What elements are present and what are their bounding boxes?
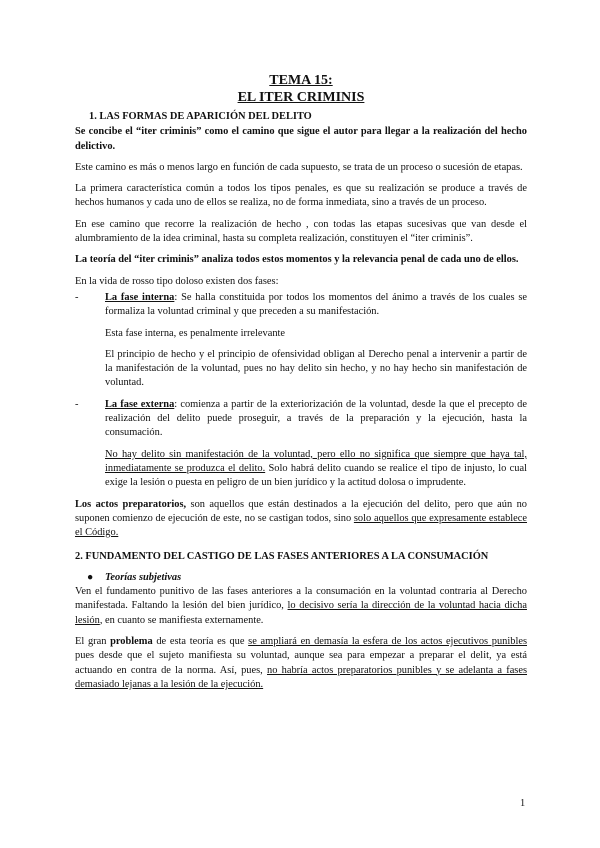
term-fase-interna: La fase interna <box>105 291 175 303</box>
text: son aquellos que están destinados a la ejecución del delito, pero que aún no suponen comienzo de ejecución de este, no se castigan todos, sino <box>75 498 527 524</box>
paragraph <box>105 448 527 491</box>
tema-title: TEMA 15: <box>269 73 333 88</box>
list-item-fase-interna <box>75 291 527 391</box>
paragraph <box>75 585 527 628</box>
paragraph-actos-preparatorios <box>75 498 527 541</box>
section-2-heading: 2. FUNDAMENTO DEL CASTIGO DE LAS FASES ANTERIORES A LA CONSUMACIÓN <box>75 551 489 563</box>
paragraph: En ese camino que recorre la realización de hecho , con todas las etapas sucesivas que van desde el alumbramiento de la idea criminal, hasta su completa realización, constituyen el “iter criminis”. <box>75 218 527 245</box>
paragraph: Este camino es más o menos largo en función de cada supuesto, se trata de un proceso o sucesión de etapas. <box>75 161 523 173</box>
list-item-fase-externa <box>75 398 527 491</box>
text: , en cuanto se manifiesta externamente. <box>99 614 264 626</box>
paragraph <box>75 635 527 692</box>
term-fase-externa: La fase externa <box>105 398 175 410</box>
text: pues desde que el sujeto manifiesta su voluntad, aunque sea para empezar a preparar el delit, ya está actuando en contra de la norma. Así, pues, <box>75 650 527 676</box>
paragraph: El principio de hecho y el principio de ofensividad obligan al Derecho penal a intervenir a partir de la manifestación de la voluntad, pues no hay delito sin hecho, y no hay hecho sin manifestación de voluntad. <box>105 348 527 389</box>
paragraph: La primera característica común a todos los tipos penales, es que su realización se produce a través de hechos humanos y cada uno de ellos se realiza, no de forma inmediata, sino a través de un proceso. <box>75 183 527 209</box>
bullet-teorias-subjetivas <box>75 571 527 585</box>
paragraph: En la vida de rosso tipo doloso existen dos fases: <box>75 275 279 287</box>
underlined-text: No hay delito sin manifestación de la voluntad, pero ello no significa que siempre que haya tal, inmediatamente se produzca el delito. <box>105 448 527 474</box>
text: Ven el fundamento punitivo de las fases anteriores a la consumación en la voluntad contraria al Derecho manifestada. Faltando la lesión del bien jurídico, <box>75 586 527 612</box>
list-item-text <box>105 398 527 441</box>
section-1-heading: 1. LAS FORMAS DE APARICIÓN DEL DELITO <box>89 111 312 122</box>
underlined-text: no habría actos preparatorios punibles y se adelanta a fases demasiado lejanas a la lesión de la ejecución. <box>75 664 528 690</box>
paragraph: Esta fase interna, es penalmente irrelevante <box>105 327 286 339</box>
document-title: EL ITER CRIMINIS <box>237 90 365 105</box>
underlined-text: se ampliará en demasía la esfera de los actos ejecutivos punibles <box>248 635 527 647</box>
dash-marker: - <box>75 398 79 410</box>
bullet-icon: ● <box>87 571 94 583</box>
text: Solo habrá delito cuando se realice el tipo de injusto, lo cual exige la lesión o puesta en peligro de un bien jurídico y la actitud dolosa o imprudente. <box>105 462 527 489</box>
bullet-label: Teorías subjetivas <box>105 571 182 583</box>
underlined-text: lo decisivo sería la dirección de la voluntad hacia dicha lesión <box>75 600 527 626</box>
text: El gran <box>75 635 111 647</box>
term-definition: : comienza a partir de la exteriorización de la voluntad, desde la que el precepto de realización del delito puede proseguir, a través de la preparación y la ejecución, hasta la consumación. <box>105 398 527 439</box>
term-definition: : Se halla constituida por todos los momentos del ánimo a través de los cuales se formaliza la voluntad criminal y que preceden a su manifestación. <box>105 291 527 318</box>
text: de esta teoría es que <box>152 635 249 647</box>
paragraph-definition: Se concibe el “iter criminis” como el camino que sigue el autor para llegar a la realización del hecho delictivo. <box>75 126 527 152</box>
dash-marker: - <box>75 291 79 303</box>
underlined-text: solo aquellos que expresamente establece el Código. <box>75 512 528 539</box>
bold-text: problema <box>110 635 153 647</box>
page-number: 1 <box>520 798 526 809</box>
list-item-text <box>105 291 527 320</box>
paragraph-bold: La teoría del “iter criminis” analiza todos estos momentos y la relevancia penal de cada uno de ellos. <box>75 254 519 266</box>
document-page <box>75 72 527 699</box>
bold-text: Los actos preparatorios, <box>75 498 187 510</box>
